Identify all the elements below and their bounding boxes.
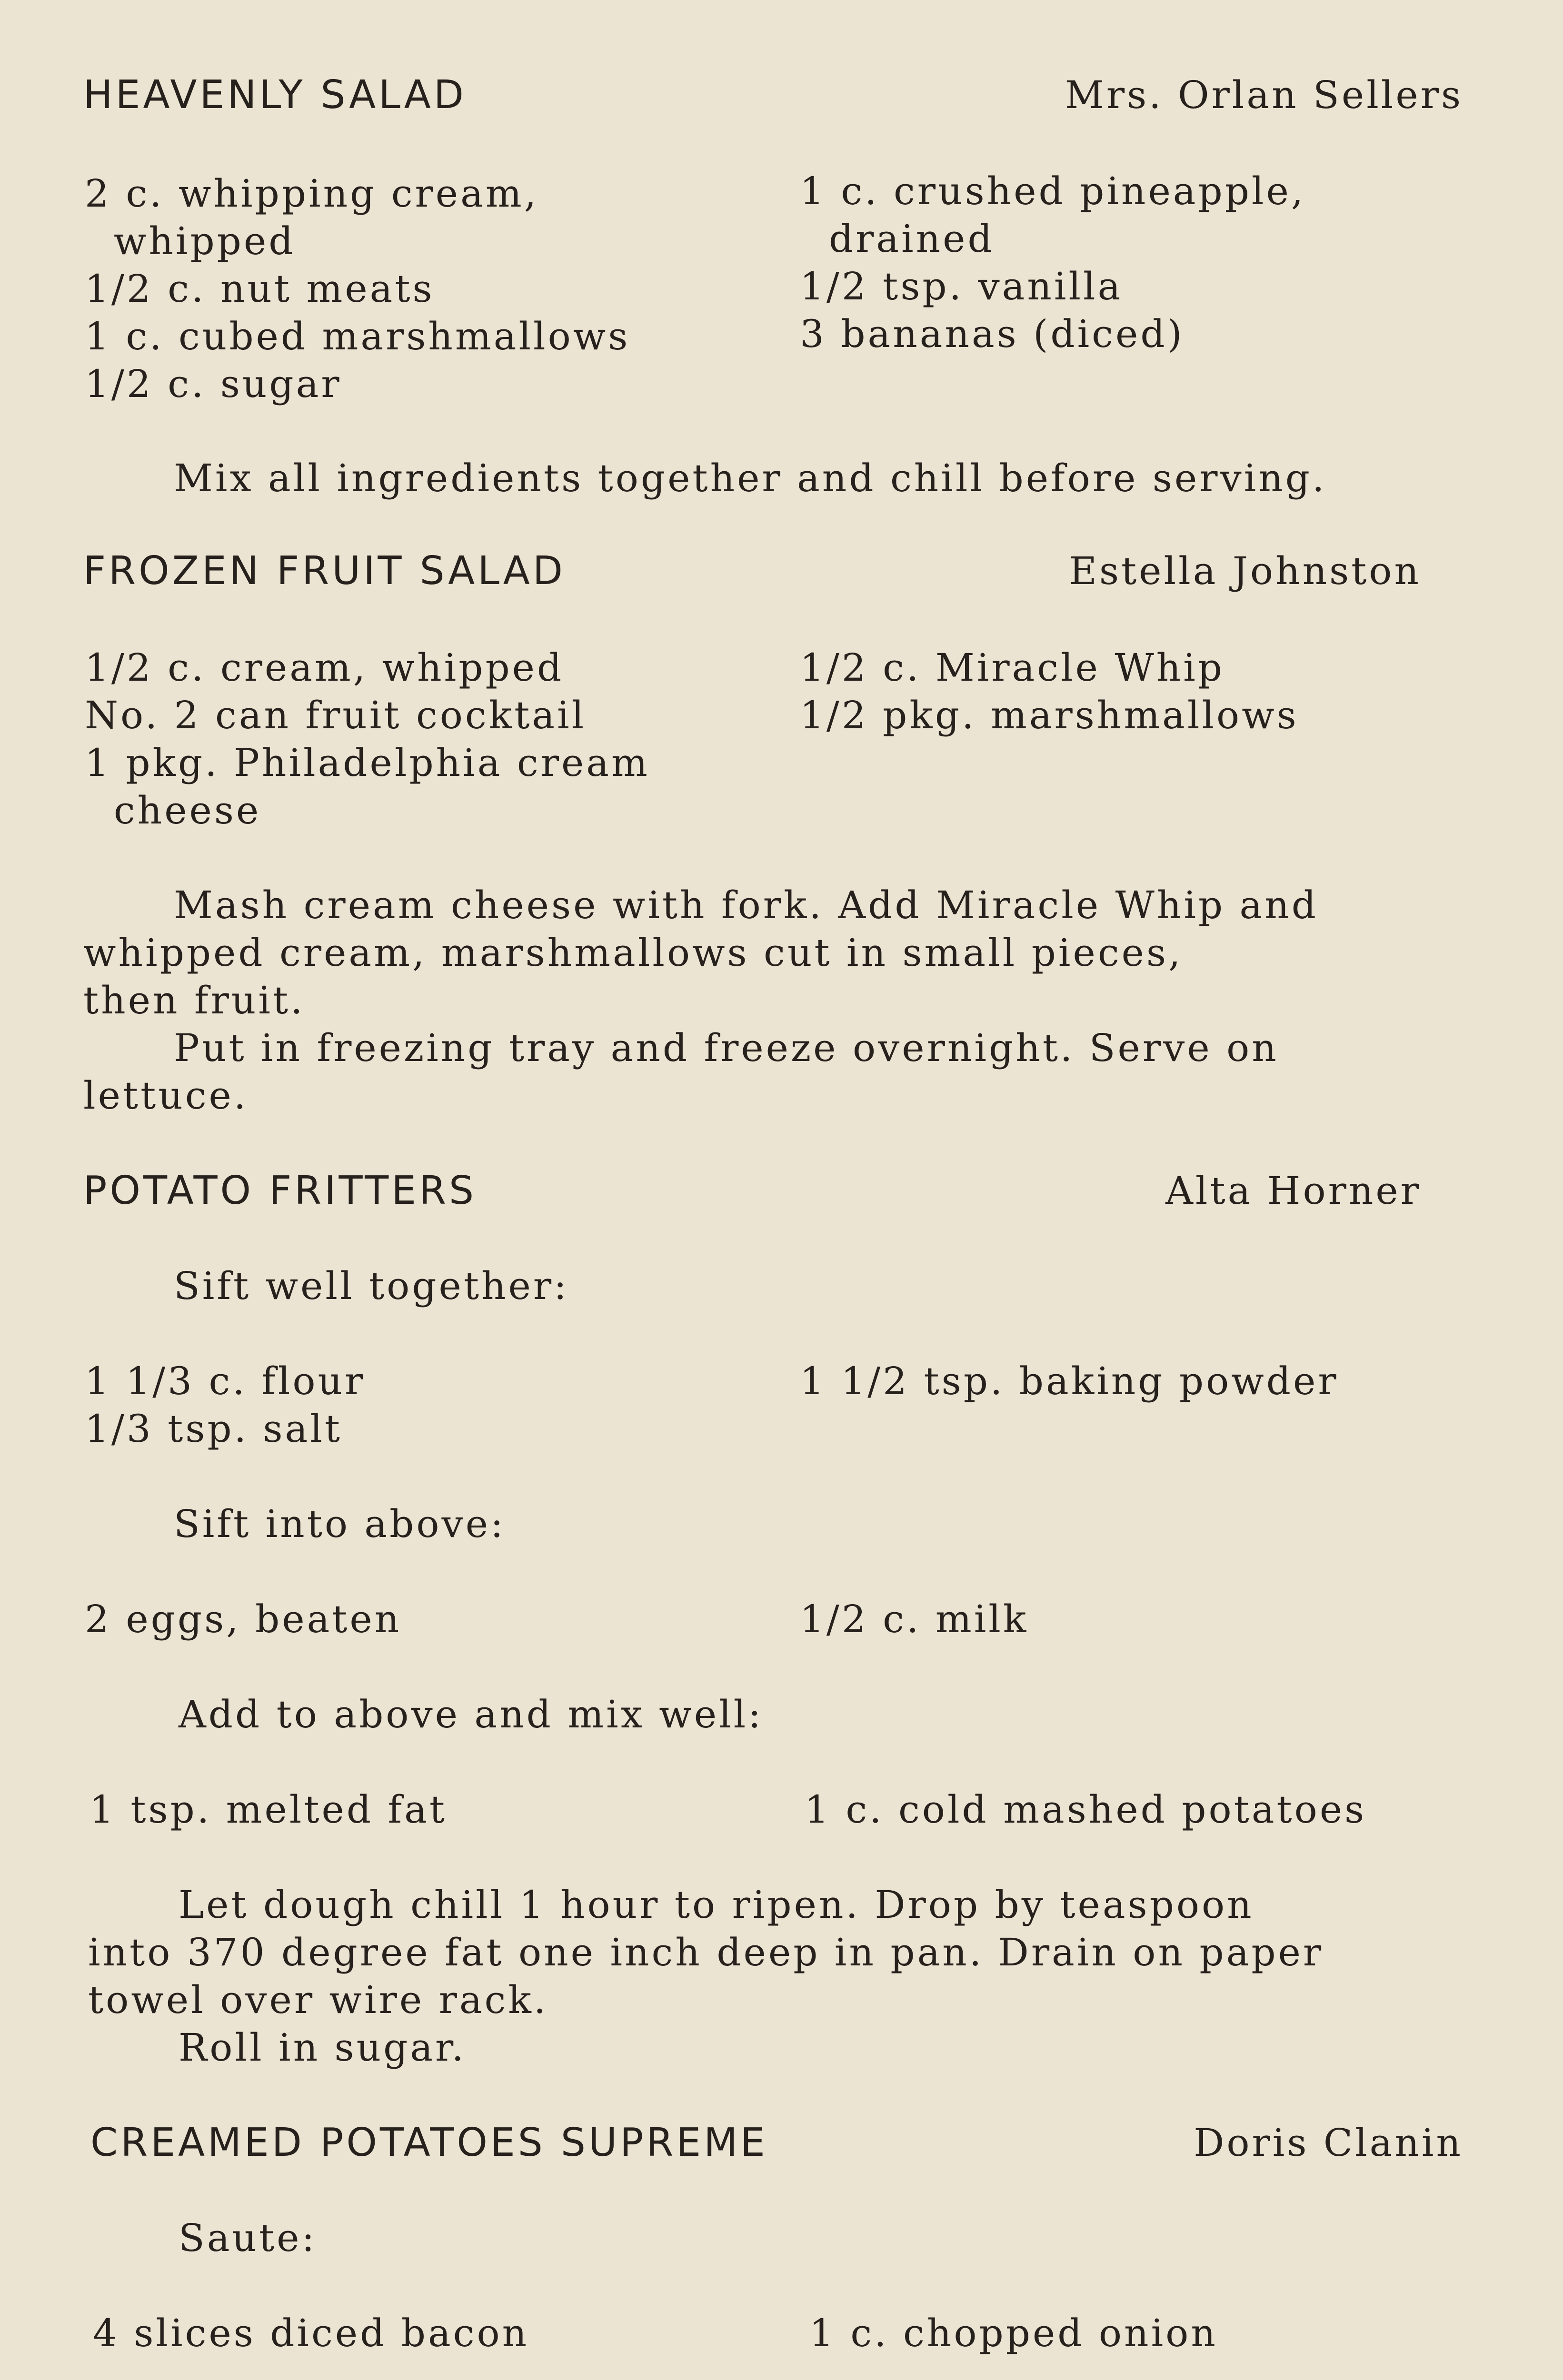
recipe-author: Mrs. Orlan Sellers: [1065, 73, 1463, 117]
step-heading: Sift into above:: [174, 1502, 506, 1546]
instruction-line: Mix all ingredients together and chill before serving.: [174, 456, 1327, 500]
ingredient-line: 1 tsp. melted fat: [90, 1787, 447, 1832]
ingredient-line: 3 bananas (diced): [800, 312, 1185, 356]
ingredient-line: 1/2 c. nut meats: [85, 267, 435, 311]
ingredient-line: 2 c. whipping cream,: [85, 171, 539, 216]
recipe-author: Estella Johnston: [1069, 549, 1421, 593]
ingredient-line: 1 c. cubed marshmallows: [85, 314, 630, 358]
step-heading: Saute:: [179, 2216, 317, 2260]
ingredient-line: 1/2 c. cream, whipped: [85, 645, 564, 690]
instruction-line: whipped cream, marshmallows cut in small pieces,: [83, 931, 1183, 975]
ingredient-line: 2 eggs, beaten: [85, 1597, 402, 1641]
ingredient-line: No. 2 can fruit cocktail: [85, 693, 587, 737]
recipe-title: HEAVENLY SALAD: [83, 72, 467, 118]
instruction-line: Mash cream cheese with fork. Add Miracle Whip and: [174, 883, 1318, 927]
ingredient-line: 1/2 c. sugar: [85, 362, 342, 406]
instruction-line: then fruit.: [83, 978, 305, 1022]
instruction-line: towel over wire rack.: [88, 1978, 548, 2022]
recipe-author: Alta Horner: [1165, 1169, 1421, 1213]
ingredient-line: 1 c. cold mashed potatoes: [805, 1787, 1367, 1832]
ingredient-line: 1 1/2 tsp. baking powder: [800, 1359, 1339, 1403]
ingredient-line: 1 pkg. Philadelphia cream: [85, 741, 650, 785]
recipe-title: CREAMED POTATOES SUPREME: [90, 2120, 768, 2165]
instruction-line: Put in freezing tray and freeze overnight. Serve on: [174, 1026, 1279, 1070]
step-heading: Sift well together:: [174, 1264, 569, 1308]
instruction-line: lettuce.: [83, 1073, 249, 1118]
instruction-line: into 370 degree fat one inch deep in pan. Drain on paper: [88, 1930, 1324, 1974]
step-heading: Add to above and mix well:: [179, 1692, 764, 1736]
ingredient-line: 1/2 c. Miracle Whip: [800, 645, 1225, 690]
recipe-title: FROZEN FRUIT SALAD: [83, 548, 566, 594]
ingredient-line: whipped: [85, 219, 296, 263]
ingredient-line: 1 1/3 c. flour: [85, 1359, 366, 1403]
instruction-line: Roll in sugar.: [179, 2025, 466, 2070]
ingredient-line: 4 slices diced bacon: [93, 2311, 529, 2355]
ingredient-line: drained: [800, 217, 995, 261]
recipe-author: Doris Clanin: [1194, 2121, 1463, 2165]
ingredient-line: 1/2 c. milk: [800, 1597, 1029, 1641]
instruction-line: Let dough chill 1 hour to ripen. Drop by teaspoon: [179, 1883, 1254, 1927]
ingredient-line: 1/3 tsp. salt: [85, 1407, 342, 1451]
ingredient-line: 1 c. crushed pineapple,: [800, 169, 1306, 213]
ingredient-line: cheese: [85, 788, 261, 833]
ingredient-line: 1 c. chopped onion: [809, 2311, 1218, 2355]
ingredient-line: 1/2 pkg. marshmallows: [800, 693, 1299, 737]
ingredient-line: 1/2 tsp. vanilla: [800, 264, 1123, 308]
recipe-title: POTATO FRITTERS: [83, 1168, 477, 1213]
